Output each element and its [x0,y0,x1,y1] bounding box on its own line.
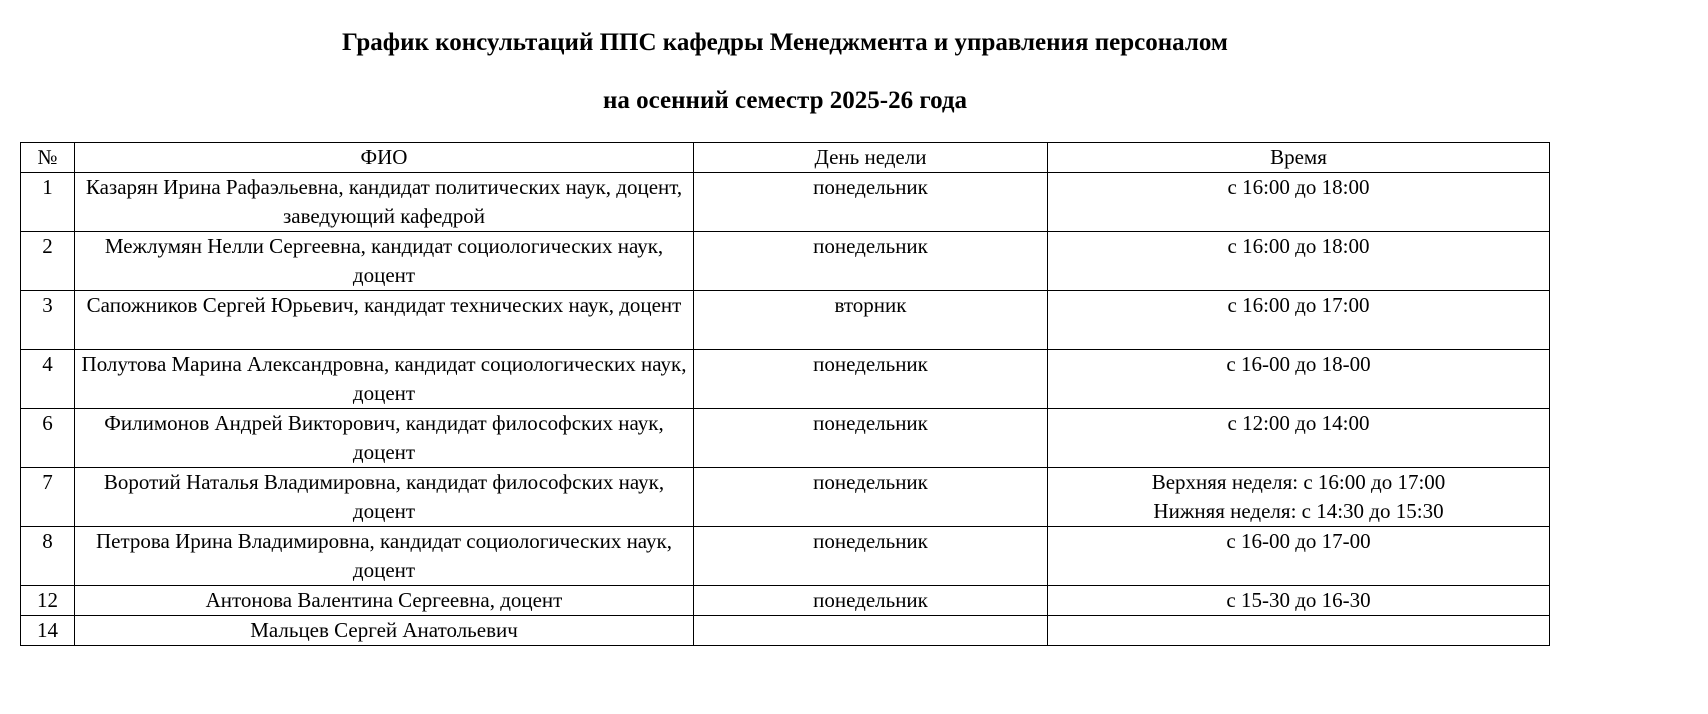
column-header-day: День недели [694,143,1048,173]
table-row [21,468,1550,527]
document-subtitle: на осенний семестр 2025-26 года [602,87,967,114]
teacher-name: Полутова Марина Александровна, кандидат социологических наук, доцент [75,350,694,409]
row-number: 12 [21,586,75,616]
table-header-row [21,143,1550,173]
consultation-schedule-table [20,142,1550,646]
teacher-name: Филимонов Андрей Викторович, кандидат философских наук, доцент [75,409,694,468]
teacher-name: Межлумян Нелли Сергеевна, кандидат социологических наук, доцент [75,232,694,291]
time-lower-week: Нижняя неделя: с 14:30 до 15:30 [1153,499,1444,523]
table-row [21,173,1550,232]
weekday [694,616,1048,646]
weekday: понедельник [694,350,1048,409]
consultation-time: с 12:00 до 14:00 [1048,409,1550,468]
weekday: понедельник [694,173,1048,232]
column-header-time: Время [1048,143,1550,173]
consultation-time: с 16-00 до 18-00 [1048,350,1550,409]
weekday: понедельник [694,409,1048,468]
row-number: 2 [21,232,75,291]
weekday: вторник [694,291,1048,350]
table-row [21,586,1550,616]
teacher-name: Воротий Наталья Владимировна, кандидат философских наук, доцент [75,468,694,527]
consultation-time [1048,616,1550,646]
table-row [21,350,1550,409]
row-number: 14 [21,616,75,646]
consultation-time: с 16:00 до 17:00 [1048,291,1550,350]
row-number: 6 [21,409,75,468]
column-header-fio: ФИО [75,143,694,173]
teacher-name: Казарян Ирина Рафаэльевна, кандидат политических наук, доцент, заведующий кафедрой [75,173,694,232]
row-number: 4 [21,350,75,409]
weekday: понедельник [694,586,1048,616]
consultation-time: с 15-30 до 16-30 [1048,586,1550,616]
table-row [21,616,1550,646]
table-row [21,527,1550,586]
column-header-num: № [21,143,75,173]
row-number: 3 [21,291,75,350]
table-row [21,232,1550,291]
teacher-name: Антонова Валентина Сергеевна, доцент [75,586,694,616]
teacher-name: Сапожников Сергей Юрьевич, кандидат технических наук, доцент [75,291,694,350]
row-number: 8 [21,527,75,586]
consultation-time: с 16:00 до 18:00 [1048,173,1550,232]
teacher-name: Мальцев Сергей Анатольевич [75,616,694,646]
table-row [21,409,1550,468]
weekday: понедельник [694,468,1048,527]
table-row [21,291,1550,350]
teacher-name: Петрова Ирина Владимировна, кандидат социологических наук, доцент [75,527,694,586]
document-title: График консультаций ППС кафедры Менеджмента и управления персоналом [342,29,1228,56]
consultation-time [1048,468,1550,527]
row-number: 7 [21,468,75,527]
consultation-time: с 16-00 до 17-00 [1048,527,1550,586]
consultation-time: с 16:00 до 18:00 [1048,232,1550,291]
weekday: понедельник [694,232,1048,291]
weekday: понедельник [694,527,1048,586]
row-number: 1 [21,173,75,232]
time-upper-week: Верхняя неделя: с 16:00 до 17:00 [1151,470,1446,494]
